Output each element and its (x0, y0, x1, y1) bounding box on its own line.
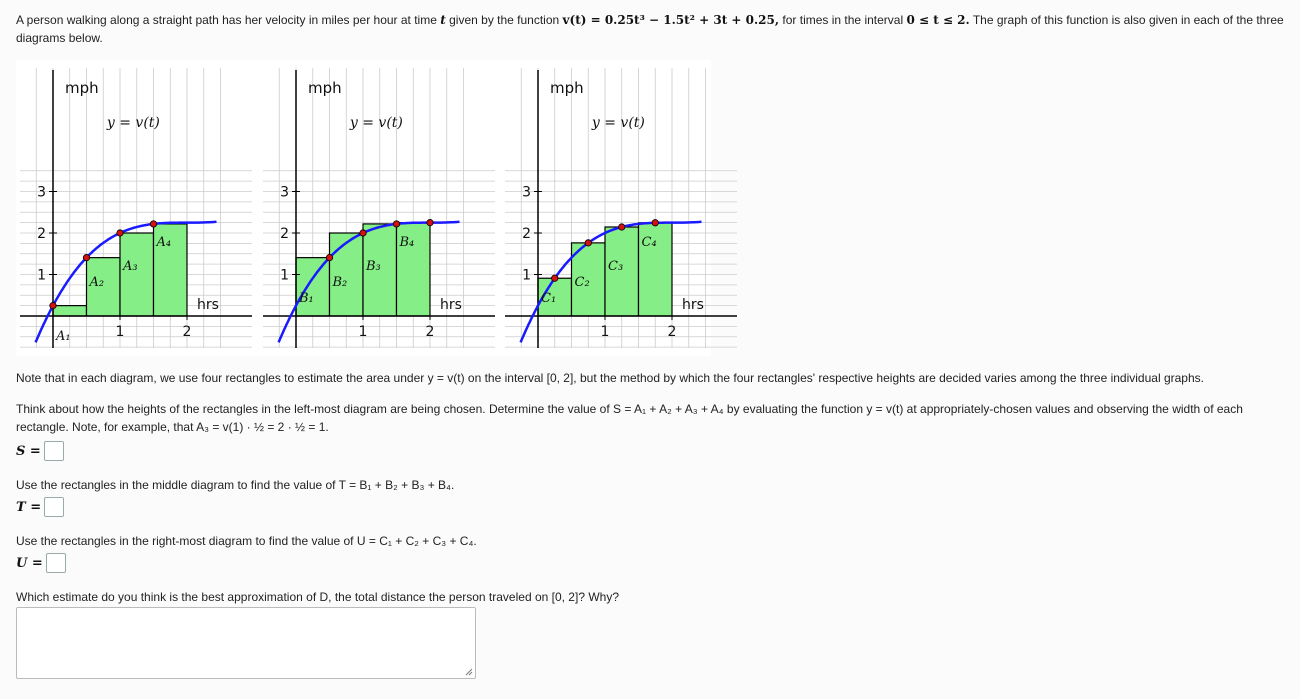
rect-label: C₄ (641, 235, 657, 250)
curve-label: y = v(t) (349, 115, 403, 131)
rect-label: B₂ (332, 275, 348, 290)
q4-text: Which estimate do you think is the best approximation of D, the total distance the person traveled on [0, 2]? Why? (16, 590, 619, 604)
riemann-rect (120, 233, 154, 316)
answer-textarea[interactable] (16, 607, 476, 679)
s-label: S = (16, 443, 41, 459)
x-tick-label: 2 (182, 324, 192, 340)
rect-label: C₂ (574, 275, 590, 290)
y-tick-label: 3 (37, 184, 46, 201)
t-input[interactable] (44, 497, 64, 517)
x-tick-label: 2 (667, 324, 677, 340)
x-tick-label: 1 (600, 324, 610, 340)
riemann-rect (53, 306, 87, 316)
sample-point (326, 254, 332, 260)
rect-label: A₂ (89, 275, 105, 290)
y-unit-label: mph (65, 79, 99, 97)
resize-grip-icon[interactable] (465, 668, 473, 676)
y-tick-label: 1 (280, 267, 289, 284)
x-unit-label: hrs (197, 297, 219, 313)
y-unit-label: mph (550, 79, 584, 97)
sample-point (393, 221, 399, 227)
rect-label: A₁ (56, 329, 71, 344)
sample-point (117, 230, 123, 236)
q3-text: Use the rectangles in the right-most diagram to find the value of U = C₁ + C₂ + C₃ + C₄. (16, 534, 477, 548)
y-tick-label: 1 (522, 267, 531, 284)
q1-text: Think about how the heights of the rectangles in the left-most diagram are being chosen. Determine the value of S = A₁ + A₂ + A₃ + A₄ by evaluating the function y = v(t) at appropriately-chosen values and observing the width of each rectangle. Note, for example, that A₃ = v(1) · ½ = 2 · ½ = 1. (16, 402, 1243, 434)
graph-right (501, 60, 741, 356)
sample-point (150, 221, 156, 227)
y-tick-label: 3 (522, 184, 531, 201)
sample-point (427, 219, 433, 225)
rect-label: B₃ (366, 259, 381, 274)
graph-left-svg (16, 60, 256, 356)
sample-point (83, 254, 89, 260)
graph-right-svg (501, 60, 741, 356)
rect-label: C₁ (541, 291, 557, 306)
curve-label: y = v(t) (591, 115, 645, 131)
s-answer-row (16, 439, 64, 463)
sample-point (50, 302, 56, 308)
x-unit-label: hrs (440, 297, 462, 313)
rect-label: C₃ (608, 259, 624, 274)
rect-label: A₄ (156, 235, 172, 250)
y-unit-label: mph (308, 79, 342, 97)
x-tick-label: 2 (425, 324, 435, 340)
intro-text: A person walking along a straight path has her velocity in miles per hour at time t given by the function v(t) = 0.25t³ − 1.5t² + 3t + 0.25, for times in the interval 0 ≤ t ≤ 2. The graph of this function is also given in each of the three diagrams below. (16, 13, 1284, 45)
graph-left (16, 60, 256, 356)
diagrams-panel (16, 60, 711, 356)
rect-label: A₃ (123, 259, 138, 274)
y-tick-label: 1 (37, 267, 46, 284)
x-unit-label: hrs (682, 297, 704, 313)
u-input[interactable] (46, 553, 66, 573)
q2-text: Use the rectangles in the middle diagram to find the value of T = B₁ + B₂ + B₃ + B₄. (16, 478, 455, 492)
graph-middle (259, 60, 499, 356)
rect-label: B₁ (299, 291, 314, 306)
note-text: Note that in each diagram, we use four rectangles to estimate the area under y = v(t) on the interval [0, 2], but the method by which the four rectangles' respective heights are decided varies among the three individual graphs. (16, 371, 1204, 385)
u-label: U = (16, 555, 43, 571)
sample-point (619, 224, 625, 230)
riemann-rect (296, 258, 330, 316)
curve-label: y = v(t) (106, 115, 160, 131)
rect-label: B₄ (399, 235, 415, 250)
y-tick-label: 2 (37, 226, 46, 242)
s-input[interactable] (44, 441, 64, 461)
sample-point (585, 240, 591, 246)
sample-point (360, 230, 366, 236)
x-tick-label: 1 (358, 324, 368, 340)
y-tick-label: 3 (280, 184, 289, 201)
t-answer-row (16, 495, 64, 519)
y-tick-label: 2 (522, 226, 531, 242)
sample-point (652, 220, 658, 226)
sample-point (552, 275, 558, 281)
t-label: T = (16, 499, 42, 515)
y-tick-label: 2 (280, 226, 289, 242)
graph-middle-svg (259, 60, 499, 356)
u-answer-row (16, 551, 66, 575)
x-tick-label: 1 (115, 324, 125, 340)
